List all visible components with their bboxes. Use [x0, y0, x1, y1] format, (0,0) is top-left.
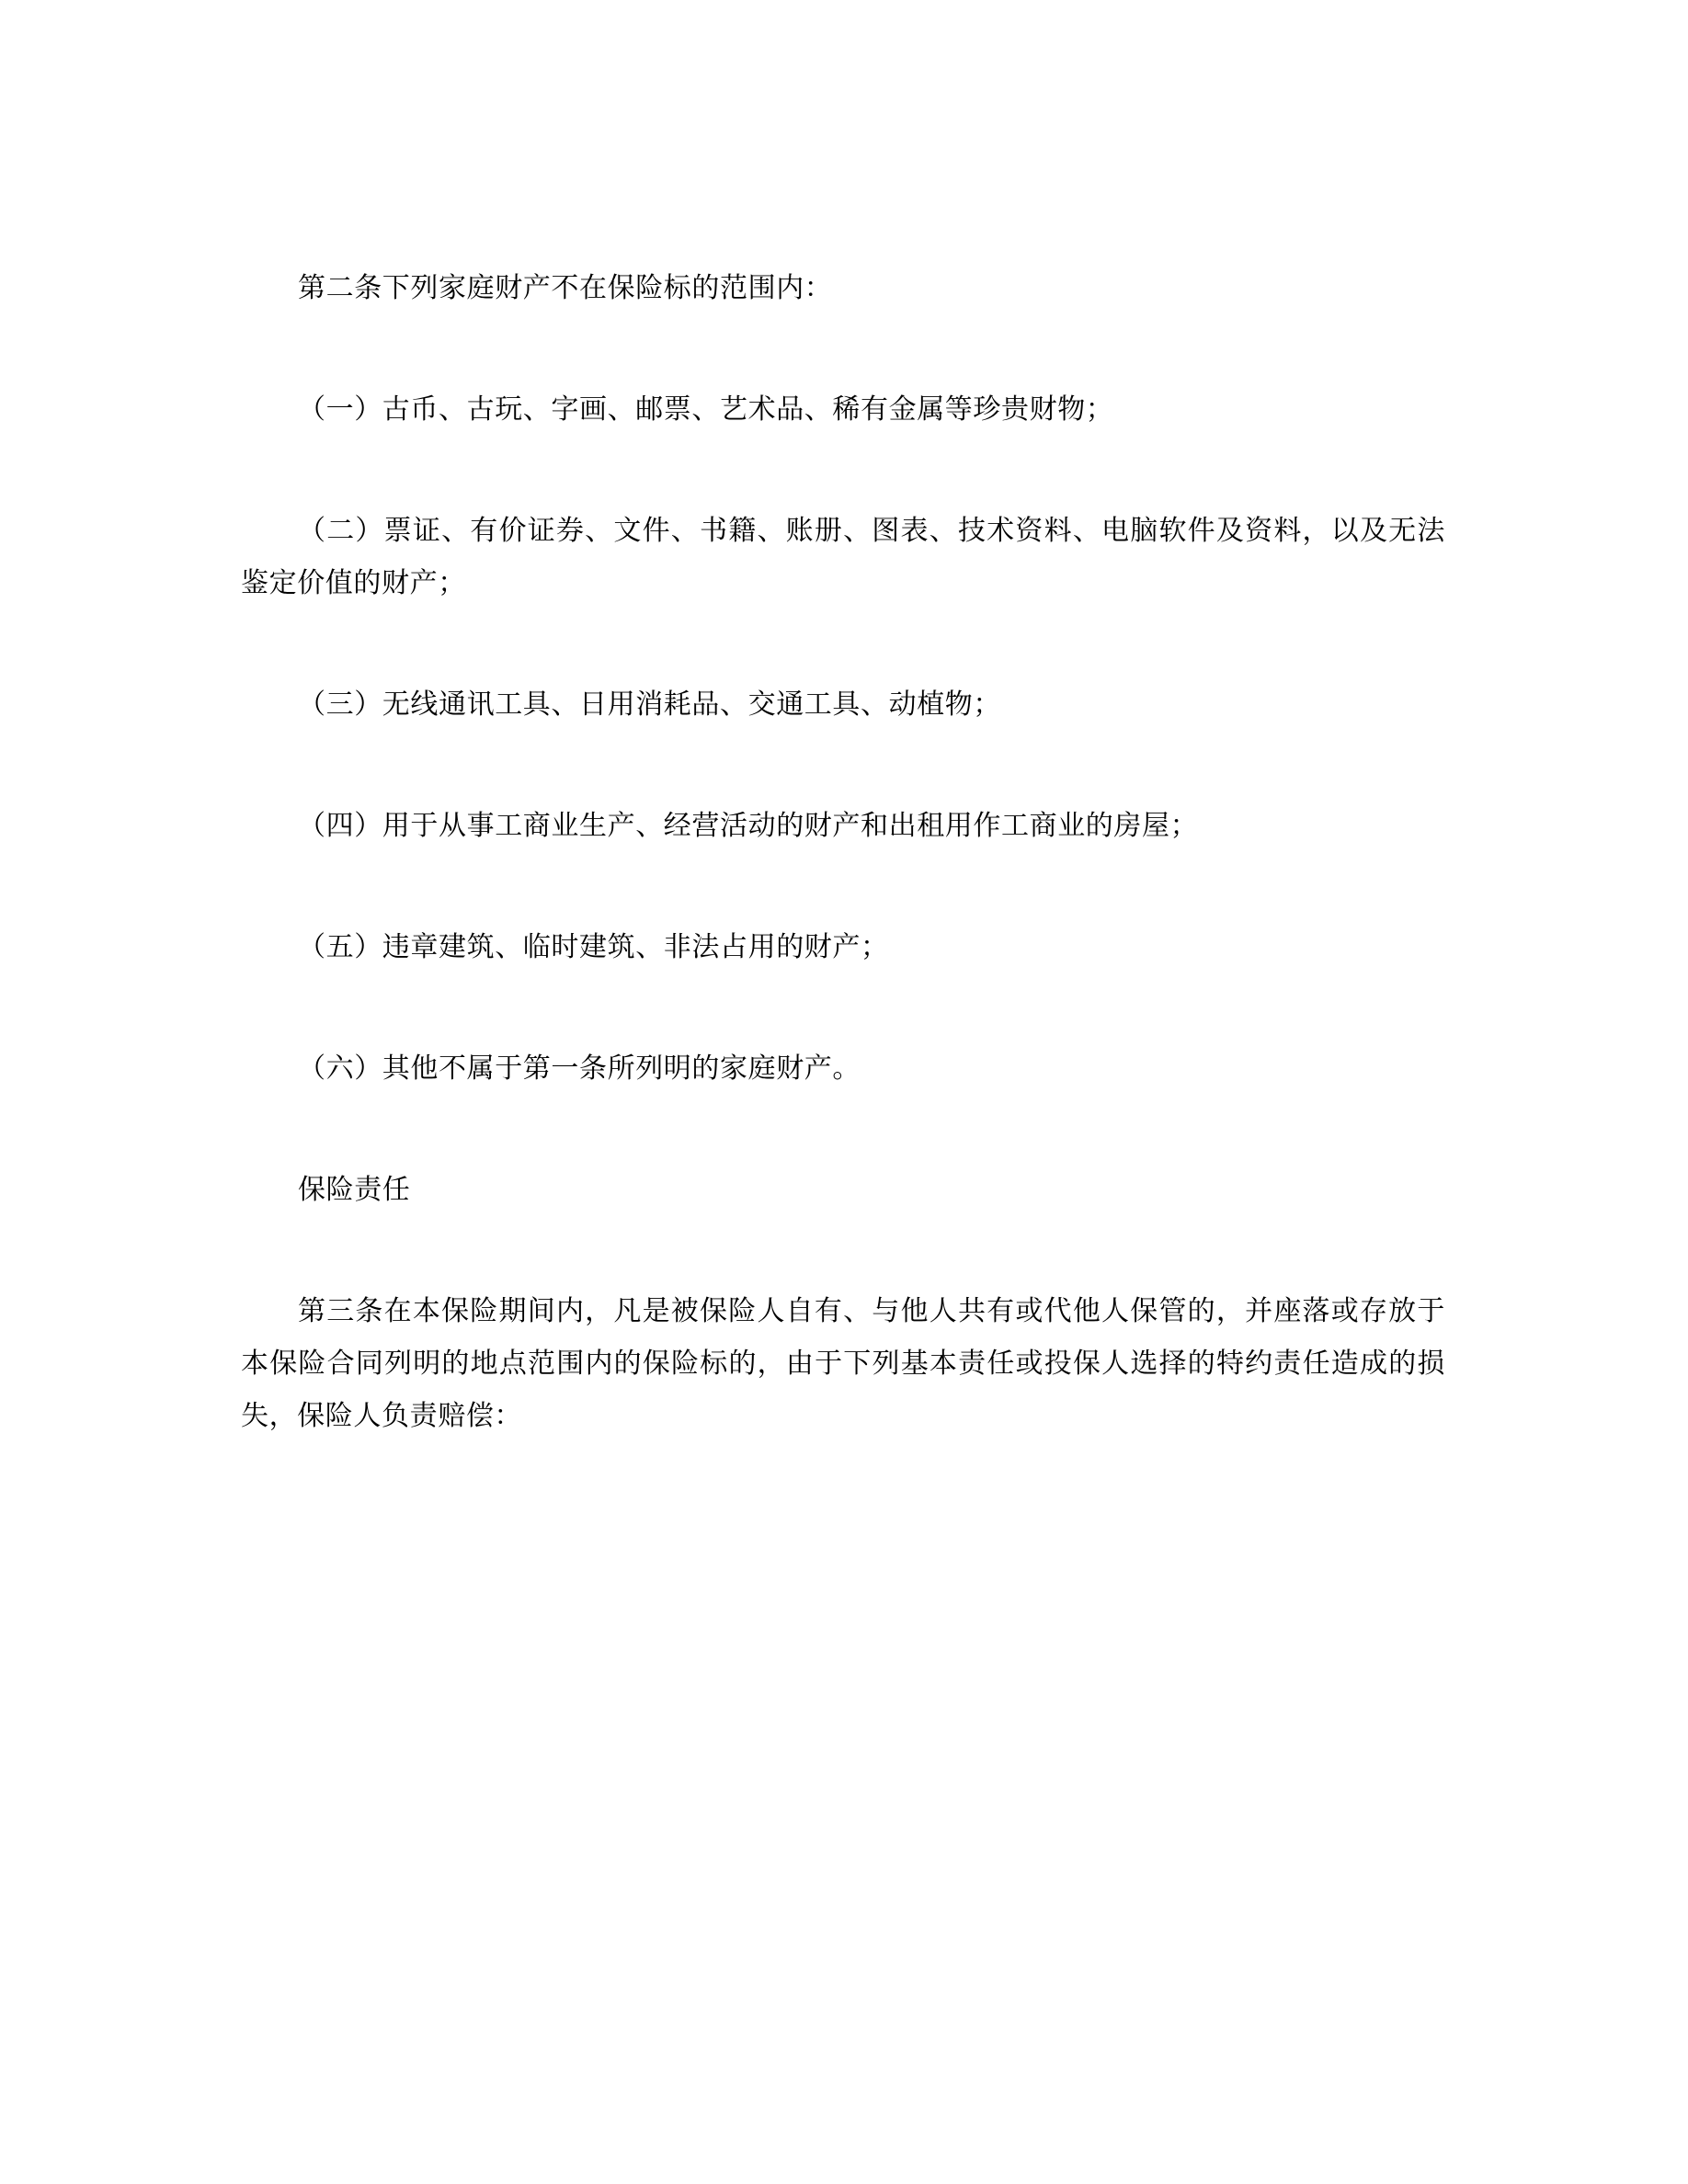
paragraph-item-five: （五）违章建筑、临时建筑、非法占用的财产；	[298, 931, 889, 963]
paragraph-item-four: （四）用于从事工商业生产、经营活动的财产和出租用作工商业的房屋；	[298, 810, 1199, 842]
paragraph-item-three: （三）无线通讯工具、日用消耗品、交通工具、动植物；	[298, 688, 1001, 721]
paragraph-item-two: （二）票证、有价证券、文件、书籍、账册、图表、技术资料、电脑软件及资料，以及无法鉴定价值的财产；	[241, 515, 1445, 599]
document-body	[241, 262, 1445, 1442]
paragraph-item-one: （一）古币、古玩、字画、邮票、艺术品、稀有金属等珍贵财物；	[298, 393, 1114, 426]
paragraph-article-3: 第三条在本保险期间内，凡是被保险人自有、与他人共有或代他人保管的，并座落或存放于本保险合同列明的地点范围内的保险标的，由于下列基本责任或投保人选择的特约责任造成的损失，保险人负责赔偿：	[241, 1295, 1445, 1432]
paragraph-article-2-intro: 第二条下列家庭财产不在保险标的范围内：	[298, 272, 833, 304]
paragraph-item-six: （六）其他不属于第一条所列明的家庭财产。	[298, 1052, 861, 1085]
paragraph-section-heading: 保险责任	[298, 1174, 411, 1206]
